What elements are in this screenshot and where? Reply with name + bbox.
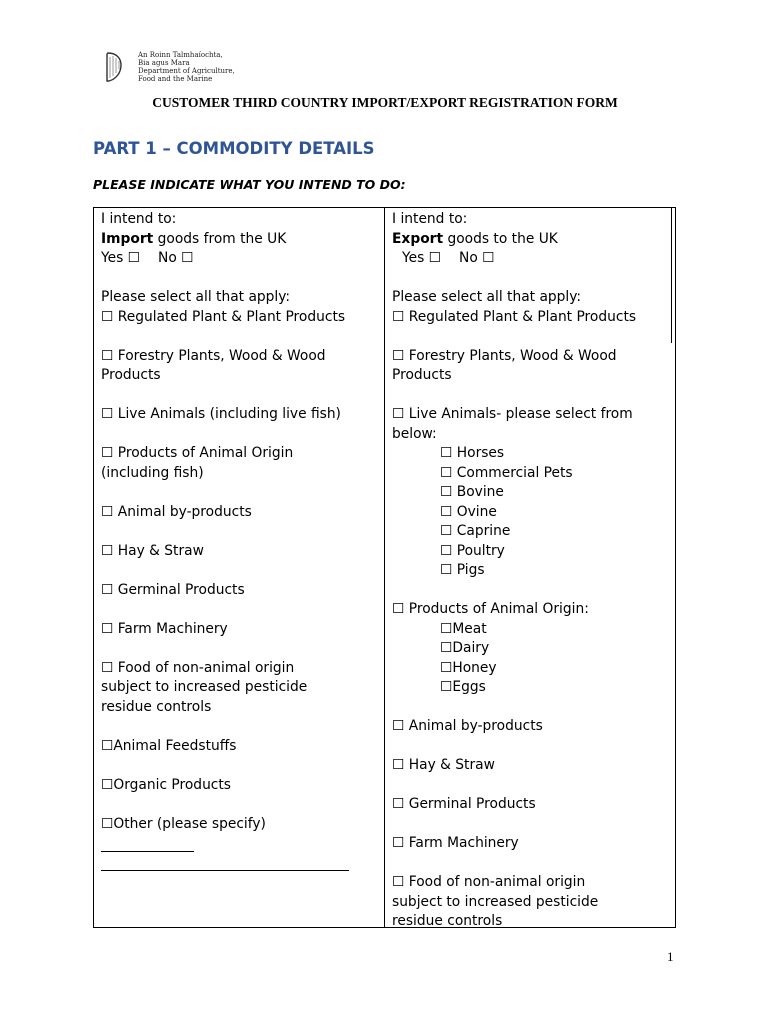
export-action-bold: Export: [392, 230, 444, 247]
export-action: [392, 230, 636, 250]
commodity-table: [93, 207, 676, 928]
export-origin-meat[interactable]: ☐Meat: [440, 620, 487, 637]
export-animal-ovine[interactable]: ☐ Ovine: [440, 503, 497, 520]
export-option-food-cont2: residue controls: [392, 913, 503, 929]
export-select-all: Please select all that apply:: [392, 289, 582, 305]
export-option-forestry[interactable]: ☐ Forestry Plants, Wood & Wood: [392, 347, 617, 364]
import-yes-no: [101, 249, 345, 269]
export-option-forestry-cont: Products: [392, 367, 452, 383]
column-divider-short: [671, 208, 672, 343]
harp-icon: [104, 51, 124, 83]
export-option-by-products[interactable]: ☐ Animal by-products: [392, 718, 543, 734]
export-option-animal-origin[interactable]: ☐ Products of Animal Origin:: [392, 601, 589, 617]
document-title: CUSTOMER THIRD COUNTRY IMPORT/EXPORT REGISTRATION FORM: [152, 95, 618, 110]
export-animal-pigs[interactable]: ☐ Pigs: [440, 562, 485, 578]
import-option-germinal[interactable]: ☐ Germinal Products: [101, 581, 245, 598]
export-option-food[interactable]: ☐ Food of non-animal origin: [392, 874, 586, 890]
other-specify-line-1[interactable]: [101, 834, 345, 854]
logo-line: Food and the Marine: [138, 75, 213, 83]
export-intro: I intend to:: [392, 211, 468, 227]
import-option-organic[interactable]: ☐Organic Products: [101, 776, 231, 793]
export-column: [392, 210, 636, 932]
export-animal-caprine[interactable]: ☐ Caprine: [440, 523, 511, 539]
other-specify-line-2[interactable]: [101, 854, 345, 874]
import-option-food-cont2: residue controls: [101, 698, 212, 715]
import-option-plants[interactable]: ☐ Regulated Plant & Plant Products: [101, 308, 346, 325]
import-option-forestry[interactable]: ☐ Forestry Plants, Wood & Wood: [101, 347, 326, 364]
export-option-plants[interactable]: ☐ Regulated Plant & Plant Products: [392, 308, 637, 325]
export-animal-bovine[interactable]: ☐ Bovine: [440, 484, 504, 500]
import-option-animal-origin-cont: (including fish): [101, 464, 204, 481]
import-option-hay[interactable]: ☐ Hay & Straw: [101, 542, 204, 559]
export-animal-horses[interactable]: ☐ Horses: [440, 445, 505, 461]
export-option-machinery[interactable]: ☐ Farm Machinery: [392, 835, 519, 851]
export-option-live-animals[interactable]: ☐ Live Animals- please select from: [392, 406, 633, 422]
logo-line: Bia agus Mara: [138, 59, 190, 67]
import-option-by-products[interactable]: ☐ Animal by-products: [101, 503, 252, 520]
department-logo: [104, 51, 235, 83]
import-yes-checkbox[interactable]: Yes ☐: [101, 250, 141, 266]
logo-line: An Roinn Talmhaíochta,: [138, 51, 223, 59]
logo-text: [138, 51, 235, 83]
export-yes-checkbox[interactable]: Yes ☐: [402, 250, 442, 266]
export-animal-pets[interactable]: ☐ Commercial Pets: [440, 464, 573, 481]
import-action: [101, 230, 345, 250]
logo-line: Department of Agriculture,: [138, 67, 235, 75]
export-origin-dairy[interactable]: ☐Dairy: [440, 640, 490, 656]
import-no-checkbox[interactable]: No ☐: [158, 250, 194, 266]
import-action-rest: goods from the UK: [153, 230, 287, 247]
import-option-animal-origin[interactable]: ☐ Products of Animal Origin: [101, 445, 294, 461]
export-option-germinal[interactable]: ☐ Germinal Products: [392, 796, 536, 812]
import-intro: I intend to:: [101, 211, 177, 227]
import-option-live-animals[interactable]: ☐ Live Animals (including live fish): [101, 406, 341, 422]
import-option-food[interactable]: ☐ Food of non-animal origin: [101, 659, 295, 676]
export-option-hay[interactable]: ☐ Hay & Straw: [392, 757, 495, 773]
export-yes-no: [392, 249, 636, 269]
column-divider: [384, 208, 385, 927]
import-option-feedstuffs[interactable]: ☐Animal Feedstuffs: [101, 737, 237, 754]
import-option-other[interactable]: ☐Other (please specify): [101, 815, 266, 832]
part-heading: PART 1 – COMMODITY DETAILS: [93, 139, 375, 158]
instruction-text: PLEASE INDICATE WHAT YOU INTEND TO DO:: [93, 177, 406, 192]
export-origin-honey[interactable]: ☐Honey: [440, 659, 497, 676]
import-column: [101, 210, 345, 873]
export-option-food-cont: subject to increased pesticide: [392, 893, 599, 910]
export-origin-eggs[interactable]: ☐Eggs: [440, 679, 486, 695]
import-option-forestry-cont: Products: [101, 367, 161, 383]
import-option-food-cont: subject to increased pesticide: [101, 679, 308, 695]
import-select-all: Please select all that apply:: [101, 289, 291, 305]
page-number: 1: [667, 949, 674, 964]
export-option-live-animals-cont: below:: [392, 425, 437, 442]
export-no-checkbox[interactable]: No ☐: [459, 250, 495, 266]
import-action-bold: Import: [101, 230, 154, 247]
export-animal-poultry[interactable]: ☐ Poultry: [440, 542, 505, 559]
export-action-rest: goods to the UK: [443, 230, 558, 247]
import-option-machinery[interactable]: ☐ Farm Machinery: [101, 620, 228, 637]
